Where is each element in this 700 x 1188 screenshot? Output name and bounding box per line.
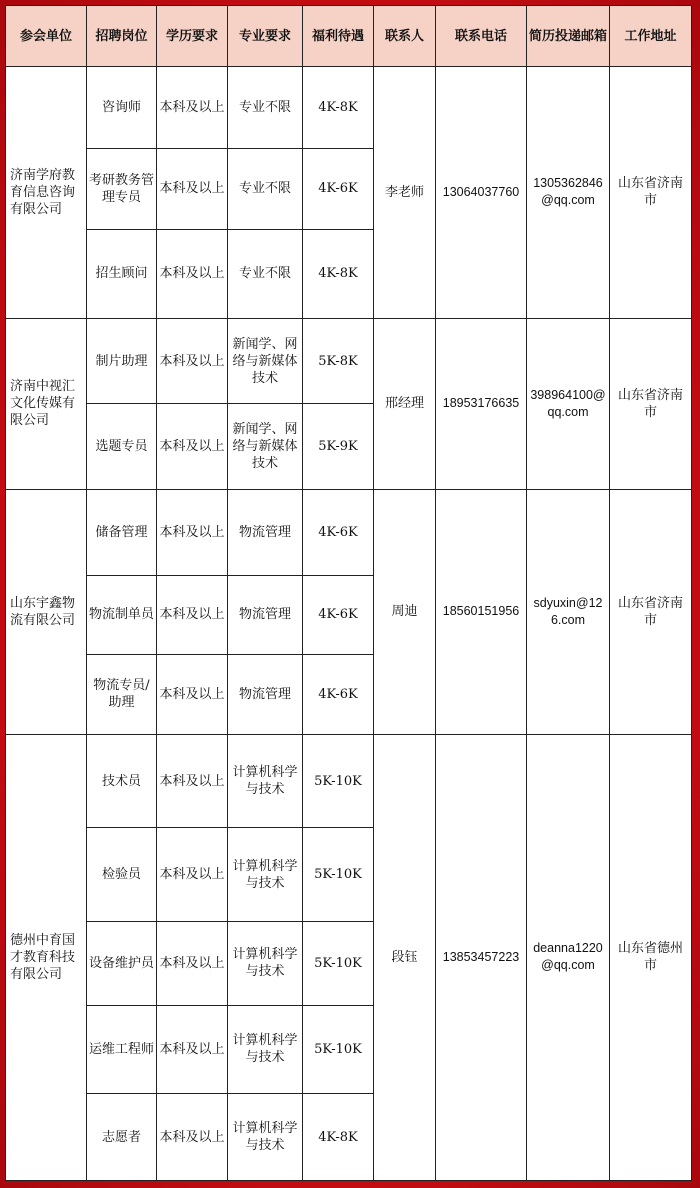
- header-company: 参会单位: [6, 6, 87, 67]
- header-education: 学历要求: [157, 6, 228, 67]
- position-cell: 志愿者: [87, 1094, 157, 1181]
- salary-cell: 5K-8K: [303, 318, 374, 404]
- company-cell: 济南学府教育信息咨询有限公司: [6, 67, 87, 319]
- major-cell: 新闻学、网络与新媒体技术: [228, 318, 303, 404]
- salary-cell: 5K-9K: [303, 404, 374, 490]
- salary-cell: 5K-10K: [303, 828, 374, 922]
- company-cell: 德州中育国才教育科技有限公司: [6, 734, 87, 1180]
- position-cell: 选题专员: [87, 404, 157, 490]
- major-cell: 计算机科学与技术: [228, 1005, 303, 1094]
- education-cell: 本科及以上: [157, 575, 228, 655]
- salary-cell: 4K-6K: [303, 148, 374, 230]
- position-cell: 制片助理: [87, 318, 157, 404]
- header-email: 简历投递邮箱: [527, 6, 610, 67]
- education-cell: 本科及以上: [157, 490, 228, 576]
- education-cell: 本科及以上: [157, 230, 228, 319]
- position-cell: 物流专员/助理: [87, 655, 157, 735]
- education-cell: 本科及以上: [157, 1094, 228, 1181]
- education-cell: 本科及以上: [157, 655, 228, 735]
- education-cell: 本科及以上: [157, 828, 228, 922]
- salary-cell: 4K-6K: [303, 575, 374, 655]
- education-cell: 本科及以上: [157, 67, 228, 149]
- position-cell: 技术员: [87, 734, 157, 828]
- phone-cell: 13853457223: [436, 734, 527, 1180]
- education-cell: 本科及以上: [157, 404, 228, 490]
- company-cell: 山东宇鑫物流有限公司: [6, 490, 87, 735]
- address-cell: 山东省德州市: [610, 734, 692, 1180]
- header-row: [6, 6, 692, 67]
- contact-cell: 邢经理: [374, 318, 436, 489]
- header-major: 专业要求: [228, 6, 303, 67]
- email-cell: deanna1220@qq.com: [527, 734, 610, 1180]
- major-cell: 计算机科学与技术: [228, 1094, 303, 1181]
- contact-cell: 段钰: [374, 734, 436, 1180]
- table-row: [6, 318, 692, 404]
- header-phone: 联系电话: [436, 6, 527, 67]
- phone-cell: 18560151956: [436, 490, 527, 735]
- table-row: [6, 67, 692, 149]
- position-cell: 考研教务管理专员: [87, 148, 157, 230]
- major-cell: 计算机科学与技术: [228, 828, 303, 922]
- phone-cell: 13064037760: [436, 67, 527, 319]
- education-cell: 本科及以上: [157, 922, 228, 1006]
- education-cell: 本科及以上: [157, 318, 228, 404]
- email-cell: 398964100@qq.com: [527, 318, 610, 489]
- salary-cell: 4K-8K: [303, 230, 374, 319]
- recruitment-table: [5, 5, 692, 1181]
- company-cell: 济南中视汇文化传媒有限公司: [6, 318, 87, 489]
- header-address: 工作地址: [610, 6, 692, 67]
- major-cell: 计算机科学与技术: [228, 734, 303, 828]
- position-cell: 咨询师: [87, 67, 157, 149]
- table-row: [6, 490, 692, 576]
- salary-cell: 4K-8K: [303, 1094, 374, 1181]
- email-cell: sdyuxin@126.com: [527, 490, 610, 735]
- major-cell: 物流管理: [228, 490, 303, 576]
- salary-cell: 4K-6K: [303, 490, 374, 576]
- contact-cell: 李老师: [374, 67, 436, 319]
- address-cell: 山东省济南市: [610, 318, 692, 489]
- major-cell: 物流管理: [228, 575, 303, 655]
- major-cell: 专业不限: [228, 230, 303, 319]
- phone-cell: 18953176635: [436, 318, 527, 489]
- recruitment-table-sheet: [5, 5, 691, 1181]
- header-salary: 福利待遇: [303, 6, 374, 67]
- salary-cell: 5K-10K: [303, 922, 374, 1006]
- address-cell: 山东省济南市: [610, 67, 692, 319]
- major-cell: 专业不限: [228, 148, 303, 230]
- major-cell: 新闻学、网络与新媒体技术: [228, 404, 303, 490]
- email-cell: 1305362846@qq.com: [527, 67, 610, 319]
- education-cell: 本科及以上: [157, 1005, 228, 1094]
- header-contact: 联系人: [374, 6, 436, 67]
- salary-cell: 5K-10K: [303, 1005, 374, 1094]
- contact-cell: 周迪: [374, 490, 436, 735]
- salary-cell: 4K-6K: [303, 655, 374, 735]
- position-cell: 招生顾问: [87, 230, 157, 319]
- position-cell: 检验员: [87, 828, 157, 922]
- table-row: [6, 734, 692, 828]
- salary-cell: 4K-8K: [303, 67, 374, 149]
- position-cell: 储备管理: [87, 490, 157, 576]
- major-cell: 计算机科学与技术: [228, 922, 303, 1006]
- education-cell: 本科及以上: [157, 734, 228, 828]
- education-cell: 本科及以上: [157, 148, 228, 230]
- major-cell: 专业不限: [228, 67, 303, 149]
- header-position: 招聘岗位: [87, 6, 157, 67]
- position-cell: 运维工程师: [87, 1005, 157, 1094]
- salary-cell: 5K-10K: [303, 734, 374, 828]
- major-cell: 物流管理: [228, 655, 303, 735]
- position-cell: 设备维护员: [87, 922, 157, 1006]
- address-cell: 山东省济南市: [610, 490, 692, 735]
- position-cell: 物流制单员: [87, 575, 157, 655]
